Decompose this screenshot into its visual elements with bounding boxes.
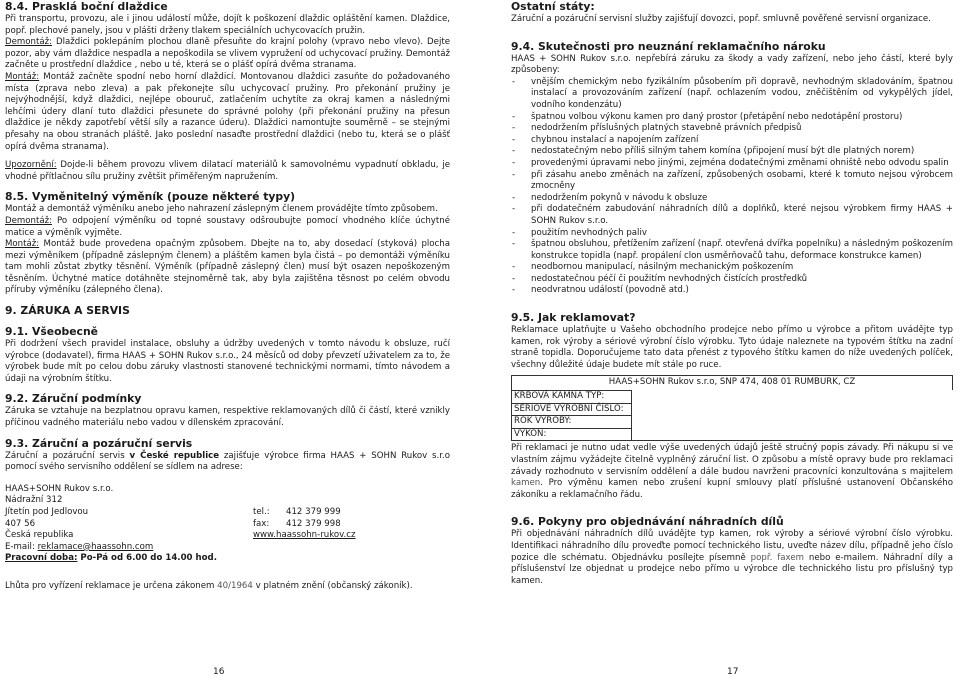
email-row [5,542,450,554]
section-9-3-text [5,451,450,474]
list-item: - nedodržením pokynů v návodu k obsluze [511,193,953,205]
section-8-4-montaz [5,72,450,153]
demontaz-label: Demontáž: [5,215,53,226]
nameplate-box [511,375,953,441]
section-8-4-demontaz [5,37,450,72]
section-9-title: 9. ZÁRUKA A SERVIS [5,304,130,318]
upozorneni-label: Upozornění: [5,160,57,171]
list-item: - špatnou volbou výkonu kamen pro daný prostor (přetápění nebo nedotápění prostoru) [511,112,953,124]
hours-row [5,553,450,565]
demontaz-label: Demontáž: [5,37,53,48]
tel-label: tel.: [253,507,270,517]
section-9-5-text: Reklamace uplatňujte u Vašeho obchodního prodejce nebo přímo u výrobce a přitom uvádějte typ kamen, rok výroby a sériové výrobní číslo výrobku. Tyto údaje naleznete na typovém štítku na zadní straně topidla. Doporučujeme tato data přenést z typového štítku kamen do níže uvedených políček, všechny důležité údaje budete mít stále po ruce. [511,325,953,370]
email-label: E-mail: [5,541,38,552]
ostatni-text: Záruční a pozáruční servisní služby zajišťují dovozci, popř. smluvně pověřené servisní organizace. [511,14,931,24]
fax-value: 412 379 998 [286,518,341,529]
parts-text-c: nebo e-mailem. Náhradní díly a příslušenství lze objednat u prodejce nebo přímo u výrobce dle technického listu pro příslušný typ kamen. [511,552,953,586]
hours-label: Pracovní doba: [5,553,78,564]
montaz-text: Montáž bude provedena opačným způsobem. Dbejte na to, aby dosedací (styková) plocha mezi výměníkem (případně záslepným členem) a pláštěm kamen byla čistá – po demontáži výměníku tam mohli zůstat zbytky těsnění. Výměník (případně záslepný člen) musí být osazen nepoškozeným těsněním. Úchytné matice dotáhněte stejnoměrně tak, aby byla zajištěna těsnost po celém obvodu příruby výměníku (zálepného člena). [5,239,450,296]
list-item: - nedodržením příslušných platných stavebně právních předpisů [511,123,953,135]
parts-text-b: popř. faxem [750,552,804,563]
tel-value: 412 379 999 [286,507,341,517]
claim-text-b: kamen [511,478,541,489]
section-8-5-montaz [5,239,450,297]
montaz-label: Montáž: [5,71,40,82]
section-8-5-demontaz [5,216,450,239]
nameplate-field-power[interactable]: VÝKON: [512,428,632,441]
section-9-4-intro: HAAS + SOHN Rukov s.r.o. nepřebírá záruku za škody a vady zařízení, nebo jeho částí, které byly způsobeny: [511,53,953,76]
website-link[interactable]: www.haassohn-rukov.cz [253,530,356,541]
email-link[interactable]: reklamace@haassohn.com [37,541,154,552]
lhuta-a: Lhůta pro vyřízení reklamace je určena zákonem [5,580,218,591]
section-9-6-title: 9.6. Pokyny pro objednávání náhradních dílů [511,515,784,529]
nameplate-header: HAAS+SOHN Rukov s.r.o, SNP 474, 408 01 RUMBURK, CZ [512,375,953,390]
demontaz-text: Po odpojení výměníku od topné soustavy odšroubujte pomocí vhodného klíče úchytné matice a výměník vyjměte. [5,215,450,238]
list-item: - použitím nevhodných paliv [511,228,953,240]
nameplate-field-serial[interactable]: SÉRIOVÉ VÝROBNÍ ČÍSLO: [512,403,632,416]
montaz-text: Montáž začněte spodní nebo horní dlaždicí. Montovanou dlaždici zasuňte do požadovaného místa (zprava nebo zleva) a pak překonejte sílu uchycovací pružiny. Pro překonání pružiny je nejvýhodnější, když dlaždici, nejlépe obouruč, zatlačením uchytíte za okraj kamen a následnými lehčími údery dlaní tuto dlaždici přesunete do správné polohy (při překonání pružiny na přesun dlaždice je někdy zapotřebí větší síly a razance úderu). Dlaždici namontujte souměrně – se stejnými přesahy na obou stranách pláště. Jako poslední nasaďte prostřední dlaždici (nebo tu, která se o plášť opírá dvěma stranama). [5,71,450,152]
section-9-6-text [511,529,953,587]
address-row-zip [5,519,450,531]
list-item: - nedostatečným nebo příliš silným tahem komína (připojení musí být dle platných norem) [511,146,953,158]
section-8-4-upozorneni [5,160,450,183]
section-9-3-title: 9.3. Záruční a pozáruční servis [5,436,193,450]
section-8-5-intro: Montáž a demontáž výměníku anebo jeho nahrazení záslepným členem provádějte tímto způsobem. [5,204,438,215]
servis-country: v České republice [129,450,220,461]
section-8-4-intro: Při transportu, provozu, ale i jinou událostí může, dojít k poškození dlaždic opláštění kamen. Dlaždice, popř. plechové panely, jsou v plášti drženy tlakem speciálních uchycovacích pružin. [5,14,450,36]
lhuta-c: v platném znění (občanský zákoník). [252,580,413,591]
list-item: - při dodatečném zabudování náhradních dílů a doplňků, které nejsou výrobkem firmy HAAS + SOHN Rukov s.r.o. [511,204,953,227]
address-row-city [5,507,450,519]
street: Nádražní 312 [5,495,63,506]
hours-value: Po-Pá od 6.00 do 14.00 hod. [77,553,217,564]
service-address [5,484,450,565]
nameplate-field-year[interactable]: ROK VÝROBY: [512,415,632,428]
company-name: HAAS+SOHN Rukov s.r.o. [5,483,114,494]
section-9-5-title: 9.5. Jak reklamovat? [511,311,636,325]
right-page [511,0,953,587]
city: Jítetín pod Jedlovou [5,507,89,517]
nameplate-field-type[interactable]: KRBOVÁ KAMNA TYP: [512,390,632,403]
list-item: - při zásahu anebo změnách na zařízení, způsobených osobami, které k tomuto nejsou výrobcem zmocněny [511,170,953,193]
servis-text-c: zajišťuje výrobce firma HAAS + SOHN Rukov s.r.o pomocí svého servisního oddělení se sídlem na adrese: [5,450,450,473]
section-9-1-title: 9.1. Všeobecně [5,325,98,339]
list-item: - vnějším chemickým nebo fyzikálním působením při dopravě, nevhodným skladováním, špatnou instalací a provozováním zařízení (např. ochlazením vodou, zněčištěním od vykypělých jídel, vodního kondenzátu) [511,77,953,112]
ostatni-title: Ostatní státy: [511,0,595,13]
claim-text-c: . Pro výměnu kamen nebo zrušení kupní smlouvy platí příslušné ustanovení Občanského zákoníku a reklamačního řádu. [511,478,953,500]
section-9-2-text: Záruka se vztahuje na bezplatnou opravu kamen, respektive reklamovaných dílů či částí, které vznikly příčinou vadného materiálu nebo vadou v dílenském zpracování. [5,406,450,429]
page-number-right: 17 [727,667,739,677]
section-9-1-text: Při dodržení všech pravidel instalace, obsluhy a údržby uvedených v tomto návodu k obsluze, ručí výrobce (dodavatel), firma HAAS + SOHN Rukov s.r.o., 24 měsíců od doby převzetí uživatelem za to, že výrobek bude mít po celou dobu záruky vlastnosti stanovené technickými normami, tímto návodem a údaji na výrobním štítku. [5,339,450,384]
section-9-5-text-2 [511,443,953,501]
montaz-label: Montáž: [5,239,40,250]
left-page [5,0,450,593]
list-item: - chybnou instalací a napojením zařízení [511,135,953,147]
page-number-left: 16 [213,667,225,677]
section-9-4-title: 9.4. Skutečnosti pro neuznání reklamačního nároku [511,39,826,53]
demontaz-text: Dlaždici poklepáním plochou dlaně přesuňte do krajní polohy (vpravo nebo vlevo). Dejte pozor, aby vám dlaždice nespadla a nepoškodila se vlivem vypružení od uchycovací pružiny. Demontáž začněte u prostřední dlaždice , nebo u té, která se o plášť opírá dvěma stranama. [5,37,450,71]
claim-deadline [5,581,450,593]
zip: 407 56 [5,518,36,529]
list-item: - špatnou obsluhou, přetížením zařízení (např. otevřená dvířka popelníku) a následným poškozením konstrukce topidla (např. propálení clon usměrňovačů tahu, deformace konstrukce kamen) [511,239,953,262]
list-item: - provedenými úpravami nebo jinými, zejména dodatečnými změnami ohniště nebo odvodu spalin [511,158,953,170]
upozorneni-text: Dojde-li během provozu vlivem dilatací materiálů k samovolnému vypadnutí obkladu, je vhodné přítlačnou sílu pružiny zvětšit přiměřeným napružením. [5,160,450,182]
lhuta-law: 40/1964 [217,580,253,591]
exclusion-list [511,77,953,297]
parts-text-a: Při objednávání náhradních dílů uvádějte typ kamen, rok výroby a sériové výrobní číslo výrobku. Identifikaci náhradního dílu proveďte pomocí technického listu, uveďte název dílu, případně jeho číslo pozice dle schématu. Objednávku posílejte písemně [511,529,953,563]
fax-label: fax: [253,518,270,529]
country: Česká republika [5,530,74,541]
servis-text-a: Záruční a pozáruční servis [5,450,130,461]
section-8-4-title: 8.4. Prasklá boční dlaždice [5,0,168,13]
list-item: - neodbornou manipulací, násilným mechanickým poškozením [511,262,953,274]
list-item: - nedostatečnou péčí či použitím nevhodných čistících prostředků [511,274,953,286]
claim-text-a: Při reklamaci je nutno udat vedle výše uvedených údajů ještě stručný popis závady. Při nákupu si ve vlastním zájmu vyžádejte čitelně vyplněný záruční list. O způsobu a místě opravy bude pro reklamaci závady rozhodnuto v servisním oddělení a dále budou navrženi pracovníci konzultována s majitelem [511,443,953,477]
list-item: - neodvratnou událostí (povodně atd.) [511,285,953,297]
address-row-country [5,530,450,542]
section-8-5-title: 8.5. Vyměnitelný výměník (pouze některé typy) [5,190,296,204]
section-9-2-title: 9.2. Záruční podmínky [5,392,142,406]
